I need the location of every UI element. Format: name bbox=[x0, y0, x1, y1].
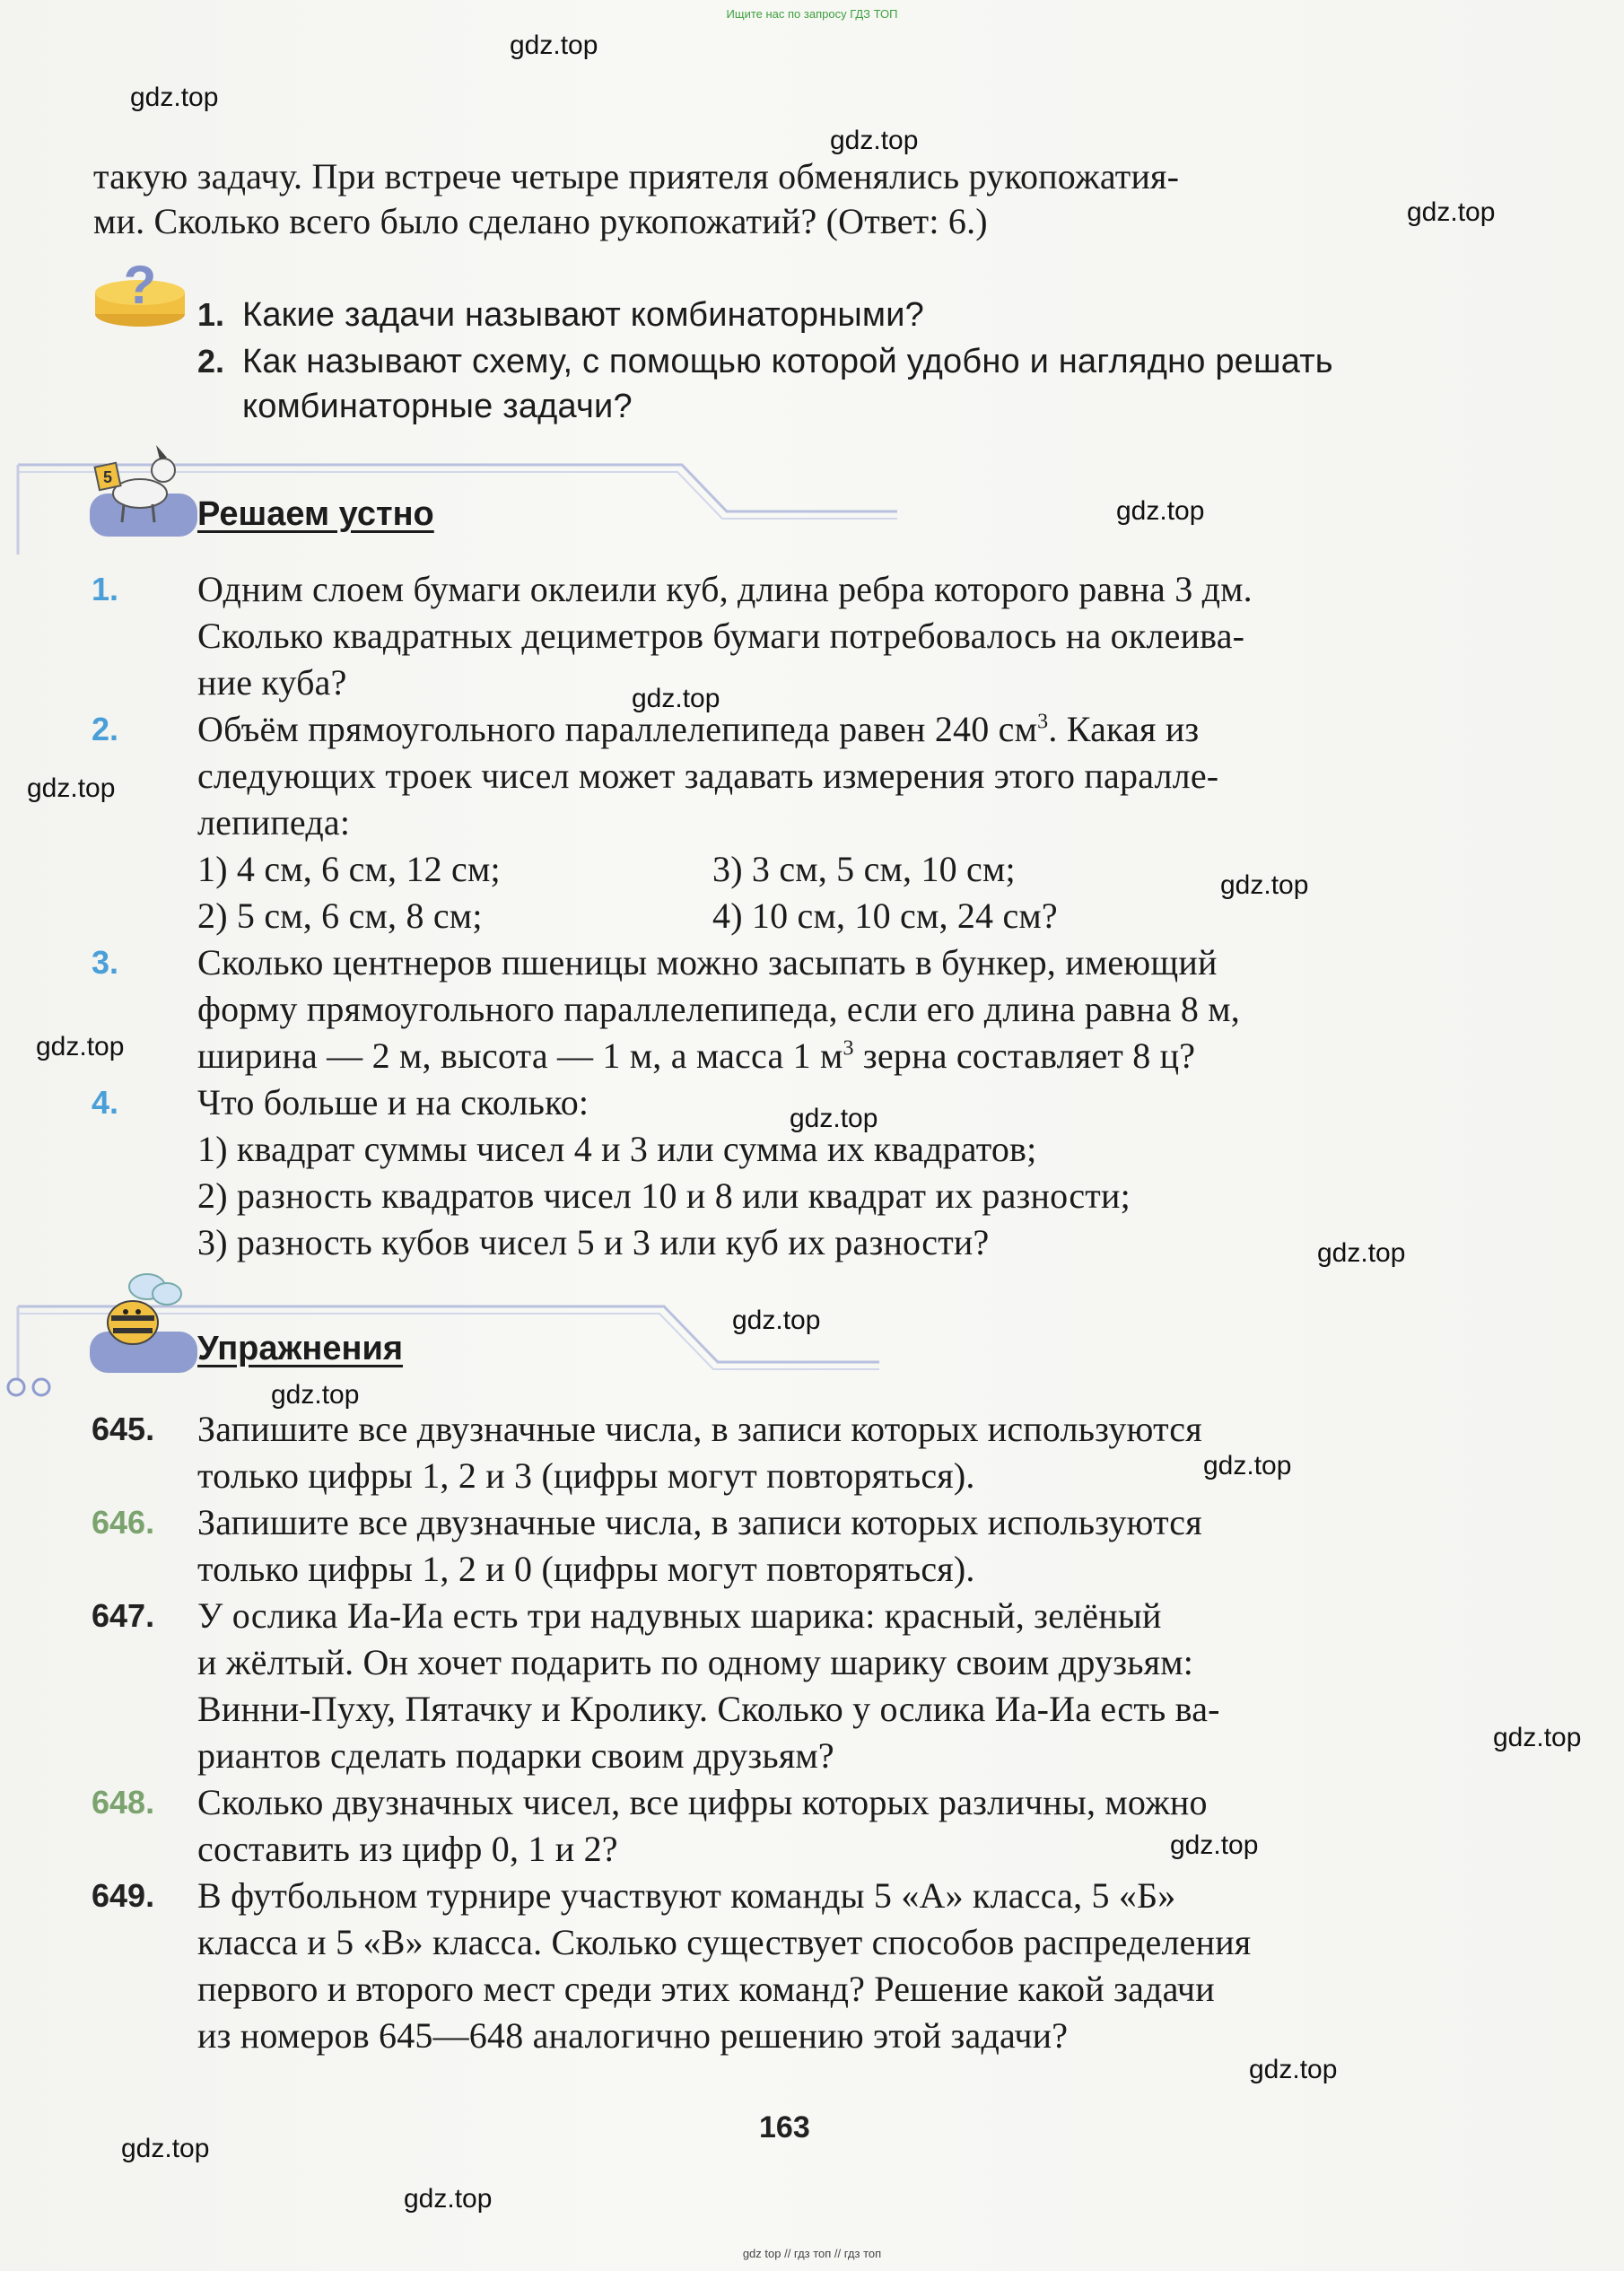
task-text: форму прямоугольного параллелепипеда, если его длина равна 8 м, bbox=[197, 989, 1240, 1029]
watermark: gdz.top bbox=[1493, 1723, 1582, 1752]
watermark: gdz.top bbox=[27, 773, 116, 803]
watermark: gdz.top bbox=[121, 2134, 210, 2163]
exercise-text: класса и 5 «В» класса. Сколько существует способов распределения bbox=[197, 1922, 1252, 1962]
dog-icon-badge: 5 bbox=[102, 468, 113, 486]
superscript: 3 bbox=[1037, 710, 1049, 734]
intro-line: такую задачу. При встрече четыре приятеля обменялись рукопожатия- bbox=[93, 156, 1180, 197]
watermark: gdz.top bbox=[830, 126, 919, 155]
task-text bbox=[197, 1034, 1195, 1079]
task-text: следующих троек чисел может задавать измерения этого паралле- bbox=[197, 756, 1219, 796]
exercise-text: Сколько двузначных чисел, все цифры которых различны, можно bbox=[197, 1782, 1208, 1822]
top-banner: Ищите нас по запросу ГДЗ ТОП bbox=[726, 7, 898, 21]
task-text: Сколько квадратных дециметров бумаги потребовалось на оклеива- bbox=[197, 616, 1245, 656]
exercise-text: и жёлтый. Он хочет подарить по одному шарику своим друзьям: bbox=[197, 1642, 1194, 1682]
section-heading: Решаем устно bbox=[197, 495, 434, 533]
intro-line: ми. Сколько всего было сделано рукопожатий? (Ответ: 6.) bbox=[93, 201, 988, 241]
task-text: ние куба? bbox=[197, 662, 347, 703]
exercise-text: только цифры 1, 2 и 3 (цифры могут повторяться). bbox=[197, 1455, 975, 1496]
watermark: gdz.top bbox=[790, 1104, 878, 1133]
superscript: 3 bbox=[843, 1036, 854, 1061]
exercise-text: из номеров 645—648 аналогично решению этой задачи? bbox=[197, 2015, 1069, 2056]
task-text-part: ширина — 2 м, высота — 1 м, а масса 1 м bbox=[197, 1035, 843, 1076]
task-option: 2) 5 см, 6 см, 8 см; bbox=[197, 895, 483, 936]
watermark: gdz.top bbox=[271, 1380, 360, 1410]
task-text-part: Объём прямоугольного параллелепипеда равен 240 см bbox=[197, 709, 1038, 749]
exercise-text: первого и второго мест среди этих команд? Решение какой задачи bbox=[197, 1969, 1215, 2009]
task-number: 3. bbox=[92, 944, 119, 981]
watermark: gdz.top bbox=[732, 1306, 821, 1335]
question-text: комбинаторные задачи? bbox=[242, 388, 633, 425]
task-text-part: зерна составляет 8 ц? bbox=[853, 1035, 1196, 1076]
exercise-number: 648. bbox=[92, 1784, 155, 1821]
watermark: gdz.top bbox=[1203, 1451, 1292, 1481]
question-number: 1. bbox=[197, 296, 225, 333]
svg-text:?: ? bbox=[123, 260, 157, 315]
exercise-number: 649. bbox=[92, 1877, 155, 1914]
task-option: 1) 4 см, 6 см, 12 см; bbox=[197, 849, 501, 889]
exercise-number: 645. bbox=[92, 1411, 155, 1447]
watermark: gdz.top bbox=[404, 2184, 493, 2214]
watermark: gdz.top bbox=[36, 1032, 125, 1061]
exercise-text: риантов сделать подарки своим друзьям? bbox=[197, 1735, 834, 1776]
task-option: 3) 3 см, 5 см, 10 см; bbox=[712, 849, 1016, 889]
task-text bbox=[197, 707, 1199, 752]
task-option: 3) разность кубов чисел 5 и 3 или куб их разности? bbox=[197, 1222, 990, 1262]
task-text: Одним слоем бумаги оклеили куб, длина ребра которого равна 3 дм. bbox=[197, 569, 1253, 609]
exercise-text: Запишите все двузначные числа, в записи которых используются bbox=[197, 1502, 1202, 1542]
question-mark-icon bbox=[92, 260, 188, 332]
exercise-number: 647. bbox=[92, 1597, 155, 1634]
exercise-text: В футбольном турнире участвуют команды 5 «А» класса, 5 «Б» bbox=[197, 1875, 1176, 1916]
question-text: Какие задачи называют комбинаторными? bbox=[242, 296, 924, 334]
watermark: gdz.top bbox=[632, 684, 720, 713]
question-text: Как называют схему, с помощью которой удобно и наглядно решать bbox=[242, 343, 1333, 380]
bottom-banner: gdz top // гдз топ // гдз топ bbox=[742, 2247, 882, 2260]
watermark: gdz.top bbox=[1220, 870, 1309, 900]
watermark: gdz.top bbox=[1116, 496, 1205, 526]
section-heading: Упражнения bbox=[197, 1330, 404, 1367]
task-text-part: . Какая из bbox=[1048, 709, 1200, 749]
exercise-number: 646. bbox=[92, 1504, 155, 1541]
bee-icon bbox=[90, 1267, 188, 1357]
watermark: gdz.top bbox=[1170, 1830, 1259, 1860]
task-option: 4) 10 см, 10 см, 24 см? bbox=[712, 895, 1058, 936]
watermark: gdz.top bbox=[510, 31, 598, 60]
task-text: Что больше и на сколько: bbox=[197, 1082, 589, 1122]
dog-icon bbox=[90, 438, 179, 528]
watermark: gdz.top bbox=[1249, 2055, 1338, 2084]
task-number: 1. bbox=[92, 571, 119, 607]
watermark: gdz.top bbox=[1407, 197, 1496, 227]
task-option: 1) квадрат суммы чисел 4 и 3 или сумма их квадратов; bbox=[197, 1129, 1037, 1169]
task-text: Сколько центнеров пшеницы можно засыпать в бункер, имеющий bbox=[197, 942, 1218, 983]
exercise-text: У ослика Иа-Иа есть три надувных шарика: красный, зелёный bbox=[197, 1595, 1162, 1636]
page-number: 163 bbox=[759, 2110, 810, 2144]
task-number: 4. bbox=[92, 1084, 119, 1121]
question-number: 2. bbox=[197, 343, 225, 380]
task-number: 2. bbox=[92, 711, 119, 747]
task-text: лепипеда: bbox=[197, 802, 351, 843]
exercise-text: Винни-Пуху, Пятачку и Кролику. Сколько у ослика Иа-Иа есть ва- bbox=[197, 1689, 1220, 1729]
task-option: 2) разность квадратов чисел 10 и 8 или квадрат их разности; bbox=[197, 1175, 1131, 1216]
exercise-text: составить из цифр 0, 1 и 2? bbox=[197, 1829, 618, 1869]
exercise-text: только цифры 1, 2 и 0 (цифры могут повторяться). bbox=[197, 1549, 975, 1589]
watermark: gdz.top bbox=[130, 83, 219, 112]
exercise-text: Запишите все двузначные числа, в записи которых используются bbox=[197, 1409, 1202, 1449]
watermark: gdz.top bbox=[1317, 1238, 1406, 1268]
